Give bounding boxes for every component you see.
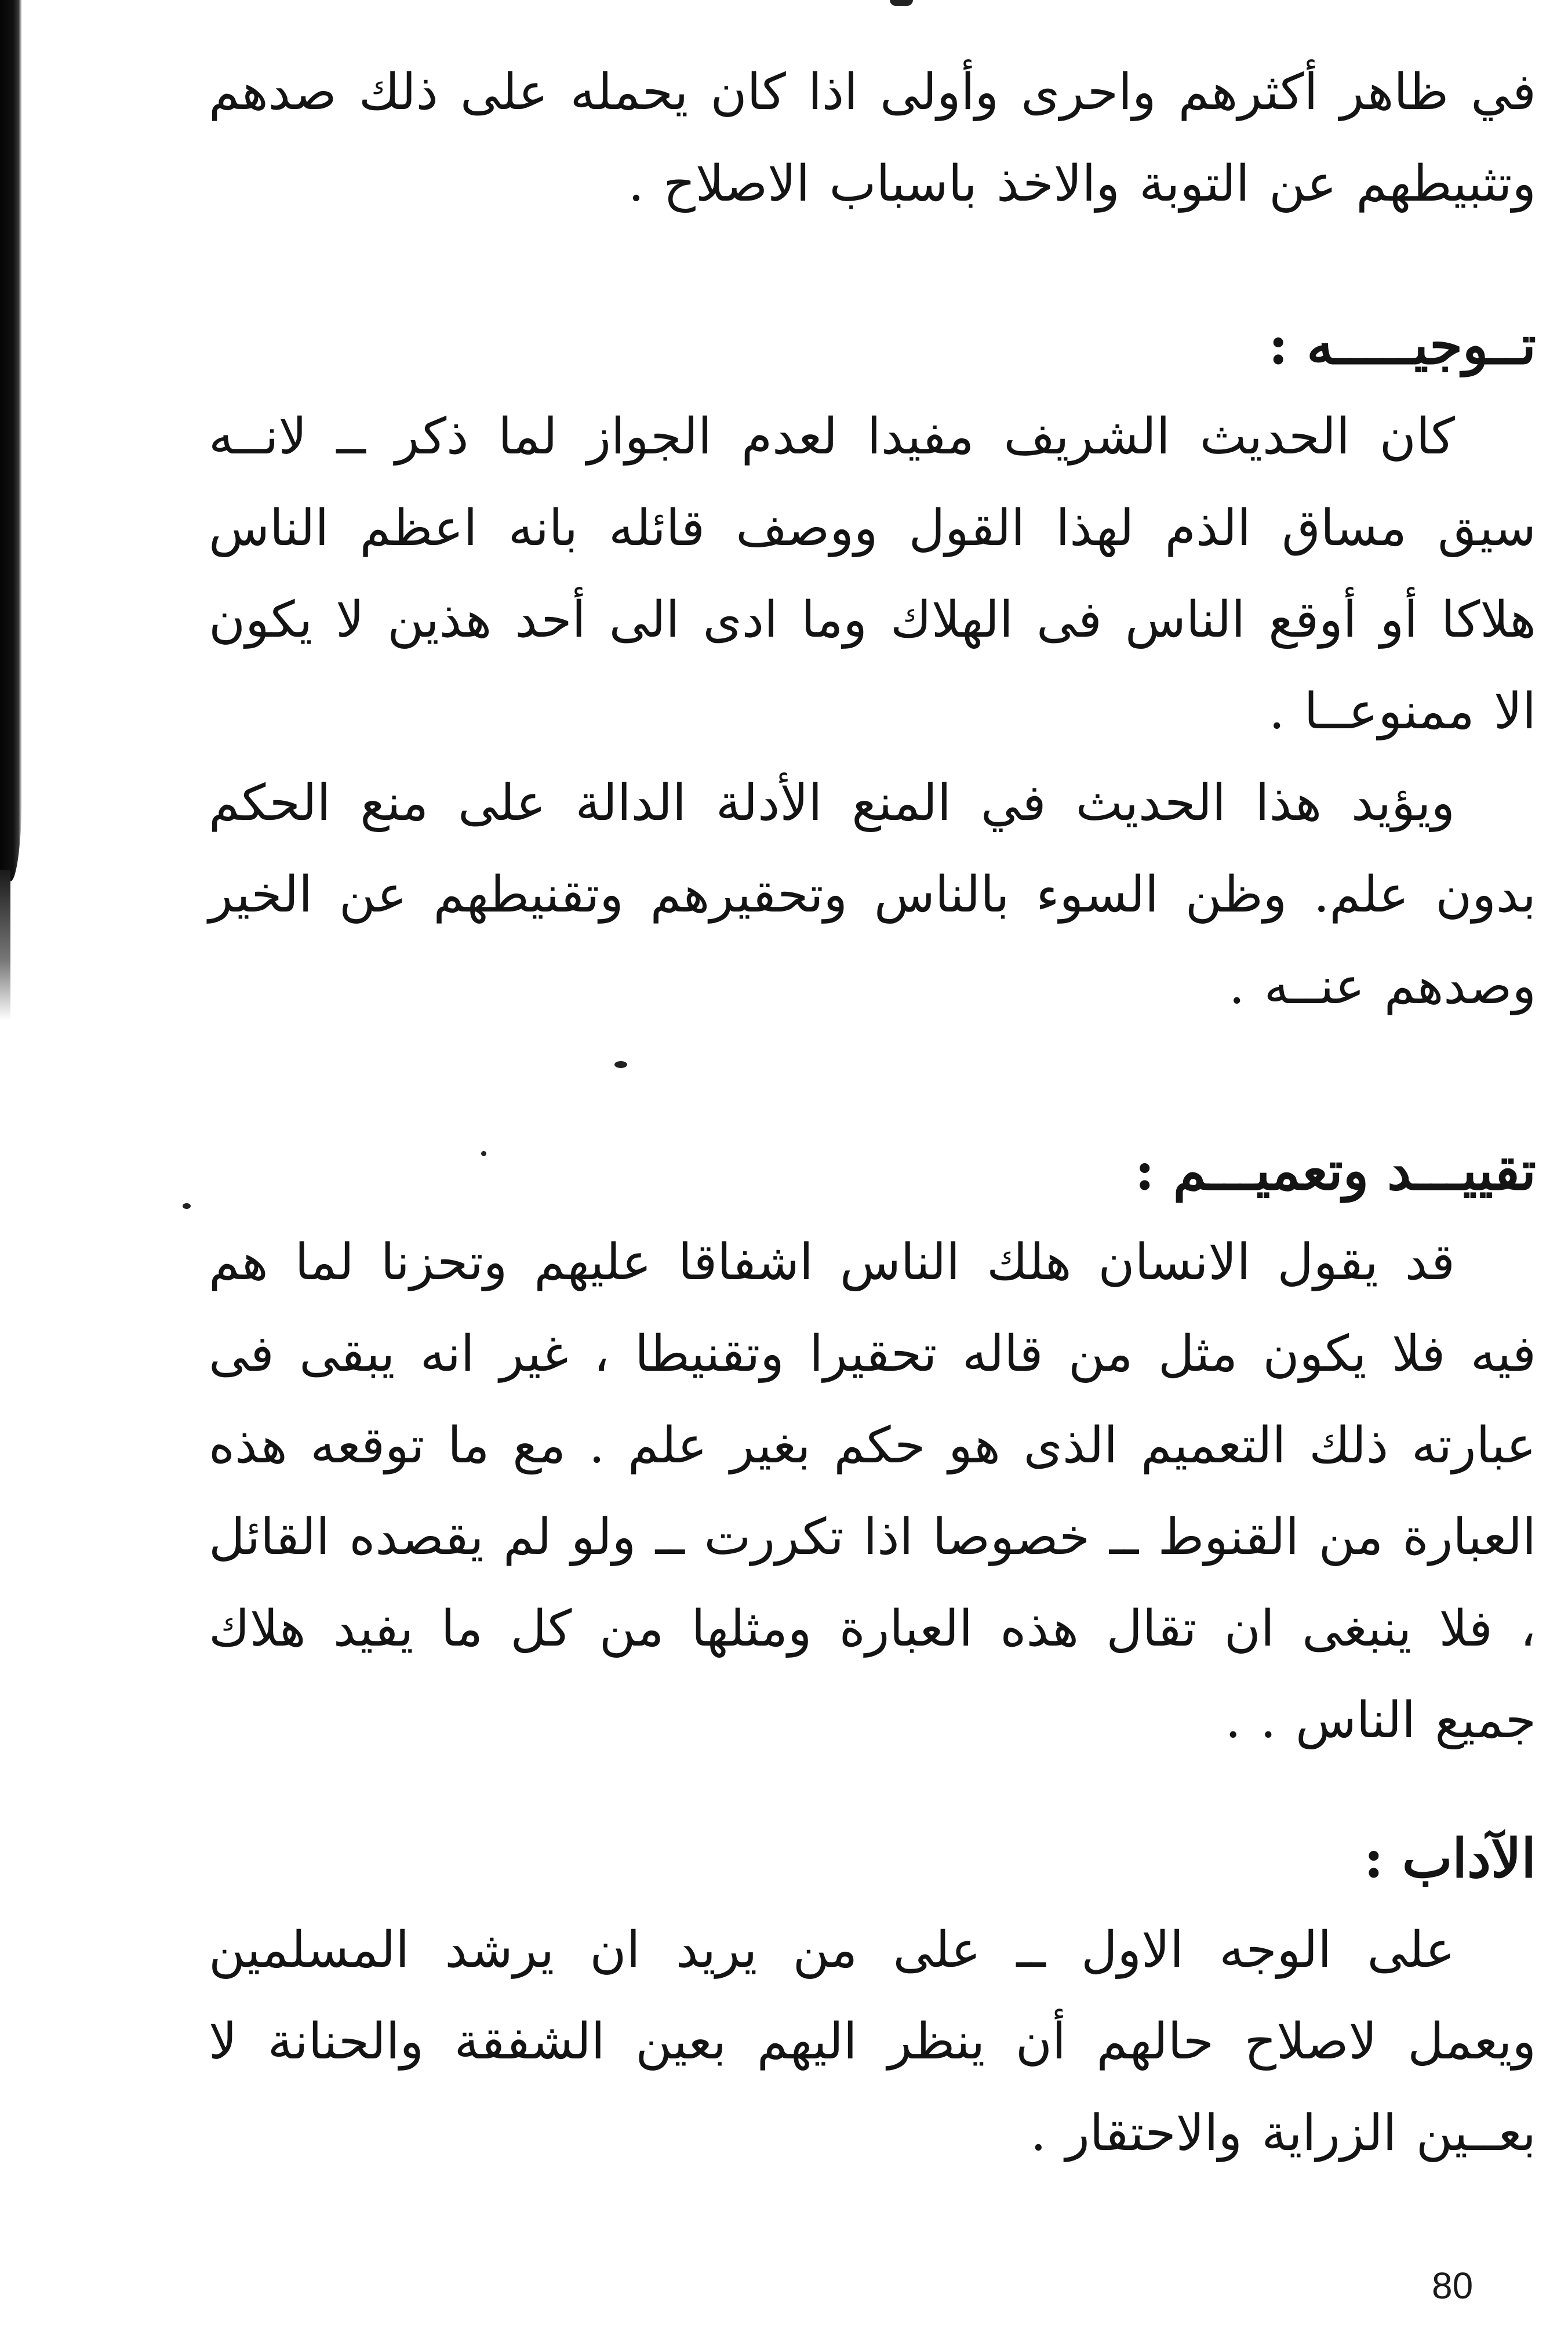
section-etiquette: [209, 1813, 1536, 2179]
binding-shadow-tail: [0, 870, 10, 1021]
spacer: [209, 230, 1536, 299]
ink-speck: [183, 1203, 191, 1209]
ink-speck: [614, 1061, 627, 1068]
section-restriction: [209, 1125, 1536, 1766]
page-number: 80: [1432, 2265, 1474, 2307]
section-paragraph: ويؤيد هذا الحديث في المنع الأدلة الدالة على منع الحكم بدون علم. وظن السوء بالناس وتحقيرهم وتقنيطهم عن الخير وصدهم عنــه .: [209, 774, 1536, 1015]
scan-mark: [890, 0, 913, 6]
page-body: [209, 46, 1536, 2250]
section-paragraph: على الوجه الاول ــ على من يريد ان يرشد المسلمين ويعمل لاصلاح حالهم أن ينظر اليهم بعين الشفقة والحنانة لا بعــين الزراية والاحتقار .: [209, 1921, 1536, 2162]
section-heading: تــوجيـــــه :: [1268, 314, 1536, 376]
opening-paragraph: في ظاهر أكثرهم واحرى وأولى اذا كان يحمله على ذلك صدهم وتثبيطهم عن التوبة والاخذ باسباب الاصلاح .: [209, 63, 1536, 213]
spacer: [209, 1766, 1536, 1813]
ink-speck: [481, 1151, 486, 1156]
section-heading: تقييـــد وتعميـــم :: [1134, 1139, 1536, 1202]
section-paragraph: كان الحديث الشريف مفيدا لعدم الجواز لما ذكر ــ لانــه سيق مساق الذم لهذا القول ووصف قائله بانه اعظم الناس هلاكا أو أوقع الناس فى الهلاك وما ادى الى أحد هذين لا يكون الا ممنوعــا .: [209, 408, 1536, 740]
section-paragraph: قد يقول الانسان هلك الناس اشفاقا عليهم وتحزنا لما هم فيه فلا يكون مثل من قاله تحقيرا وتقنيطا ، غير انه يبقى فى عبارته ذلك التعميم الذى هو حكم بغير علم . مع ما توقعه هذه العبارة من القنوط ــ خصوصا اذا تكررت ــ ولو لم يقصده القائل ، فلا ينبغى ان تقال هذه العبارة ومثلها من كل ما يفيد هلاك جميع الناس . .: [209, 1233, 1536, 1749]
section-heading: الآداب :: [1363, 1827, 1536, 1890]
section-guidance: [209, 299, 1536, 1032]
binding-shadow: [0, 0, 22, 881]
spacer: [209, 1032, 1536, 1125]
